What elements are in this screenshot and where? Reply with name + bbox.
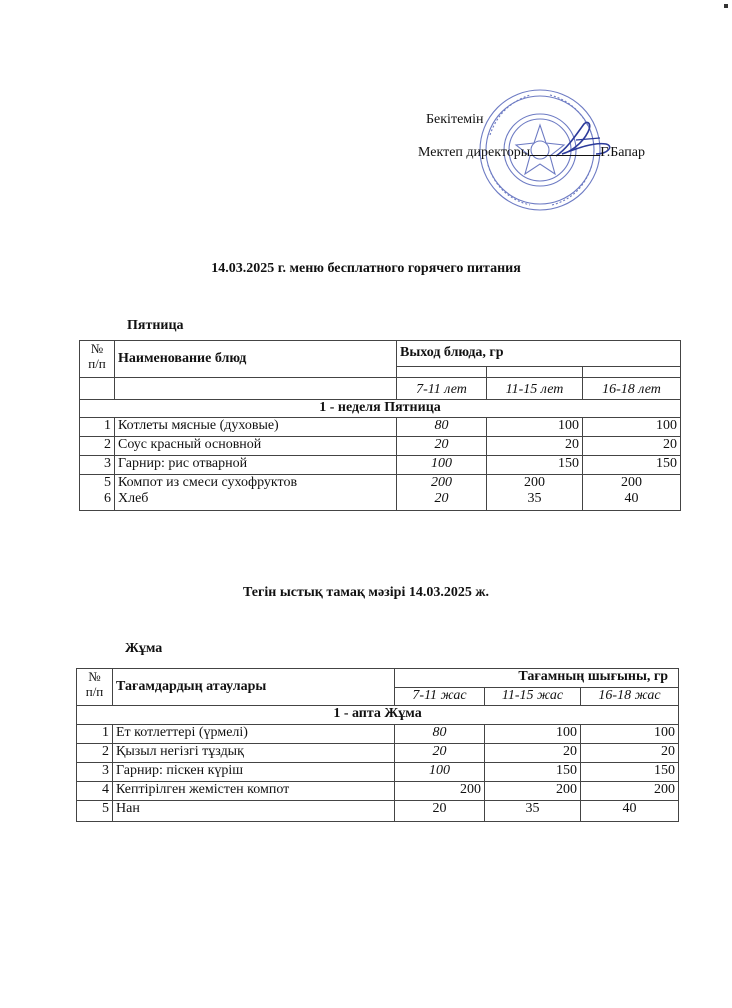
menu-kz-age-3: 16-18 жас <box>581 688 679 706</box>
menu-kz-header-output: Тағамның шығыны, гр <box>395 669 679 688</box>
menu-ru-age-1: 7-11 лет <box>397 378 487 400</box>
menu-kz-week-row: 1 - апта Жұма <box>77 706 679 725</box>
table-row: 3 Гарнир: піскен күріш 100 150 150 <box>77 763 679 782</box>
table-row: 2 Соус красный основной 20 20 20 <box>80 437 681 456</box>
menu-ru-age-2: 11-15 лет <box>487 378 583 400</box>
director-line <box>418 143 645 161</box>
table-row: 4 Кептірілген жемістен компот 200 200 200 <box>77 782 679 801</box>
table-row: 2 Қызыл негізгі тұздық 20 20 20 <box>77 744 679 763</box>
menu-ru-day: Пятница <box>127 318 184 333</box>
table-row: 5 Нан 20 35 40 <box>77 801 679 822</box>
menu-ru-age-3: 16-18 лет <box>583 378 681 400</box>
menu-kz-day: Жұма <box>125 641 163 656</box>
menu-kz-table <box>76 668 679 822</box>
menu-kz-age-1: 7-11 жас <box>395 688 485 706</box>
menu-kz-age-2: 11-15 жас <box>485 688 581 706</box>
approved-word: Бекітемін <box>426 112 484 127</box>
table-row: 5 6 Компот из смеси сухофруктов Хлеб 200 20 200 35 200 40 <box>80 475 681 511</box>
menu-kz-title: Тегін ыстық тамақ мәзірі 14.03.2025 ж. <box>243 585 489 600</box>
table-row: 3 Гарнир: рис отварной 100 150 150 <box>80 456 681 475</box>
director-label: Мектеп директоры <box>418 145 531 160</box>
menu-kz-header-number: № п/п <box>77 669 113 706</box>
table-row: 1 Ет котлеттері (үрмелі) 80 100 100 <box>77 725 679 744</box>
menu-ru-week-row: 1 - неделя Пятница <box>80 400 681 418</box>
menu-kz-header-dish: Тағамдардың атаулары <box>113 669 395 706</box>
menu-ru-header-dish: Наименование блюд <box>115 341 397 378</box>
menu-ru-header-number: № п/п <box>80 341 115 378</box>
table-row: 1 Котлеты мясные (духовые) 80 100 100 <box>80 418 681 437</box>
menu-ru-table <box>79 340 681 511</box>
director-name: Г.Бапар <box>600 145 646 160</box>
menu-ru-title: 14.03.2025 г. меню бесплатного горячего питания <box>211 261 521 276</box>
menu-ru-header-output: Выход блюда, гр <box>397 341 681 367</box>
signature-line <box>530 143 600 156</box>
corner-mark <box>724 4 728 8</box>
